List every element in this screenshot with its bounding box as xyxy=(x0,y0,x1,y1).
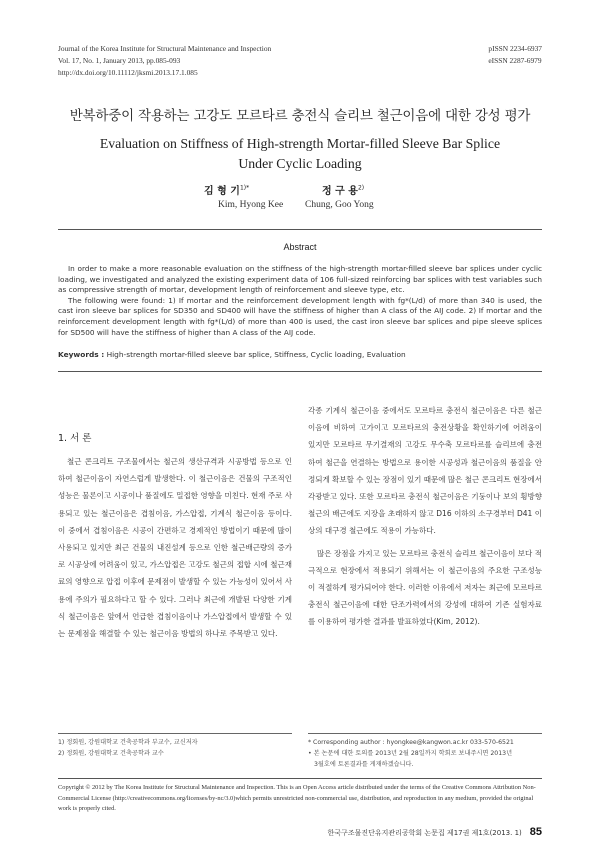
intro-para-right-1: 각종 기계식 철근이음 중에서도 모르타르 충전식 철근이음은 다른 철근이음에 비하여 고가이고 모르타르의 충전상황을 확인하기에 어려움이 있지만 모르타르 무기결재의 고강도 무수축 모르타르를 슬리브에 충전하여 철근을 연결하는 방법으로 용이한 시공성과 철근이음의 품질을 안정되게 확보할 수 있는 장점이 있기 때문에 많은 철근 콘크리트 현장에서 각광받고 있다. 또한 모르타르 충전식 철근이음은 기둥이나 보의 횡방향 철근의 배근에도 지장을 초래하지 않고 D16 이하의 소구경부터 D41 이상의 대구경 철근에도 적용이 가능하다. xyxy=(308,406,542,536)
issn-block xyxy=(488,43,542,67)
abstract-top-rule xyxy=(58,229,542,230)
footnotes-right xyxy=(308,737,542,770)
abstract-bottom-rule xyxy=(58,371,542,372)
author-1-kr xyxy=(204,182,249,197)
footer-journal-issue: 한국구조물진단유지관리공학회 논문집 제17권 제1호(2013. 1) xyxy=(327,829,522,837)
discussion-note-1: • 본 논문에 대한 토의를 2013년 2월 28일까지 학회로 보내주시면 2013년 xyxy=(308,750,513,757)
title-english-line1: Evaluation on Stiffness of High-strength Mortar-filled Sleeve Bar Splice xyxy=(99,136,501,151)
section-1-heading: 1. 서 론 xyxy=(58,433,92,444)
author-2-en: Chung, Goo Yong xyxy=(305,200,374,210)
journal-header xyxy=(58,43,271,79)
corresponding-author: * Corresponding author : hyongkee@kangwon.ac.kr 033-570-6521 xyxy=(308,739,514,746)
author-2-name-kr: 정 구 용 xyxy=(322,186,358,197)
discussion-note-2: 3월호에 토론결과를 게재하겠습니다. xyxy=(314,761,414,768)
pissn: pISSN 2234-6937 xyxy=(488,44,542,53)
title-korean: 반복하중이 작용하는 고강도 모르타르 충전식 슬리브 철근이음에 대한 강성 평가 xyxy=(69,108,531,124)
author-2-kr xyxy=(322,182,364,197)
footnotes-left xyxy=(58,737,292,759)
abstract-body xyxy=(58,264,542,338)
author-1-sup: 1)* xyxy=(239,184,250,192)
footnote-rule-right xyxy=(308,733,542,734)
author-2-sup: 2) xyxy=(357,184,365,192)
page-footer xyxy=(328,826,542,838)
journal-name: Journal of the Korea Institute for Structural Maintenance and Inspection xyxy=(58,44,272,53)
keywords xyxy=(58,350,542,359)
eissn: eISSN 2287-6979 xyxy=(488,56,542,65)
right-column-text xyxy=(308,402,542,631)
journal-volume: Vol. 17, No. 1, January 2013, pp.085-093 xyxy=(58,56,181,65)
copyright-rule xyxy=(58,778,542,779)
author-1-name-kr: 김 형 기 xyxy=(204,186,240,197)
left-column-text xyxy=(58,453,292,642)
abstract-heading: Abstract xyxy=(283,242,317,252)
title-english-line2: Under Cyclic Loading xyxy=(238,156,362,171)
keywords-label: Keywords : xyxy=(58,350,105,359)
footnote-rule-left xyxy=(58,733,292,734)
page-number: 85 xyxy=(529,826,542,838)
title-english xyxy=(0,134,600,174)
intro-para-left: 철근 콘크리트 구조물에서는 철근의 생산규격과 시공방법 등으로 인하여 철근이음이 자연스럽게 발생한다. 이 철근이음은 건물의 구조적인 성능은 물론이고 시공이나 품질에도 밀접한 영향을 미친다. 현재 주로 사용되고 있는 철근이음은 겹침이음, 가스압접, 기계식 철근이음 등이다. 이 중에서 겹침이음은 시공이 간편하고 경제적인 방법이기 때문에 많이 사용되고 있지만 최근 건물의 내진설계 등으로 인한 철근배근량의 증가로 시공상에 어려움이 있고, 가스압접은 고강도 철근의 접합 시에 철근재료의 영향으로 압접 이후에 문제점이 발생할 수 있는 가능성이 있어서 사용에 주의가 필요하다고 할 수 있다. 그러나 최근에 개발된 다양한 기계식 철근이음은 앞에서 언급한 겹침이음이나 가스압접에서 발생할 수 있는 문제점을 해결할 수 있는 철근이음 방법의 하나로 주목받고 있다. xyxy=(58,457,292,639)
author-1-en: Kim, Hyong Kee xyxy=(218,200,284,210)
abstract-para-1: In order to make a more reasonable evaluation on the stiffness of the high-strength mortar-filled sleeve bar splices under cyclic loading, we investigated and analyzed the existing experiment data of 106 full-sized reinforcing bar splices with test variables such as compressive strength of mortar, development length of reinforcement and sleeve type, etc. xyxy=(58,264,542,295)
abstract-para-2: The following were found: 1) If mortar and the reinforcement development length with fg*(L/d) of more than 340 is used, the cast iron sleeve bar splices for SD350 and SD400 will have the stiffness of higher than A class of the AIJ code. 2) If mortar and the reinforcement development length with fg*(L/d) of more than 400 is used, the cast iron sleeve bar splices and pipe sleeve splices for SD500 will have the stiffness of higher than A class of the AIJ code. xyxy=(58,295,542,337)
copyright-notice: Copyright © 2012 by The Korea Institute for Structural Maintenance and Inspection. This is an Open Access article distributed under the terms of the Creative Commons Attribution Non-Commercial License (http://creativecommons.org/licenses/by-nc/3.0)which permits unrestricted non-commercial use, distribution, and reproduction in any medium, provided the original work is properly cited. xyxy=(58,784,536,812)
intro-para-right-2: 많은 장점을 가지고 있는 모르타르 충전식 슬리브 철근이음이 보다 적극적으로 현장에서 적용되기 위해서는 이 철근이음의 주요한 구조성능이 적절하게 평가되어야 한다. 이러한 이유에서 저자는 최근에 모르타르 충전식 철근이음에 대한 단조가력에서의 강성에 대하여 기존 실험자료를 이용하여 평가한 결과를 발표하였다(Kim, 2012). xyxy=(308,548,542,627)
footnote-2: 2) 정회원, 강원대학교 건축공학과 교수 xyxy=(58,750,164,757)
journal-doi[interactable]: http://dx.doi.org/10.11112/jksmi.2013.17.1.085 xyxy=(58,68,198,77)
keywords-text: High-strength mortar-filled sleeve bar splice, Stiffness, Cyclic loading, Evaluation xyxy=(106,350,406,359)
footnote-1: 1) 정회원, 강원대학교 건축공학과 부교수, 교신저자 xyxy=(58,739,198,746)
